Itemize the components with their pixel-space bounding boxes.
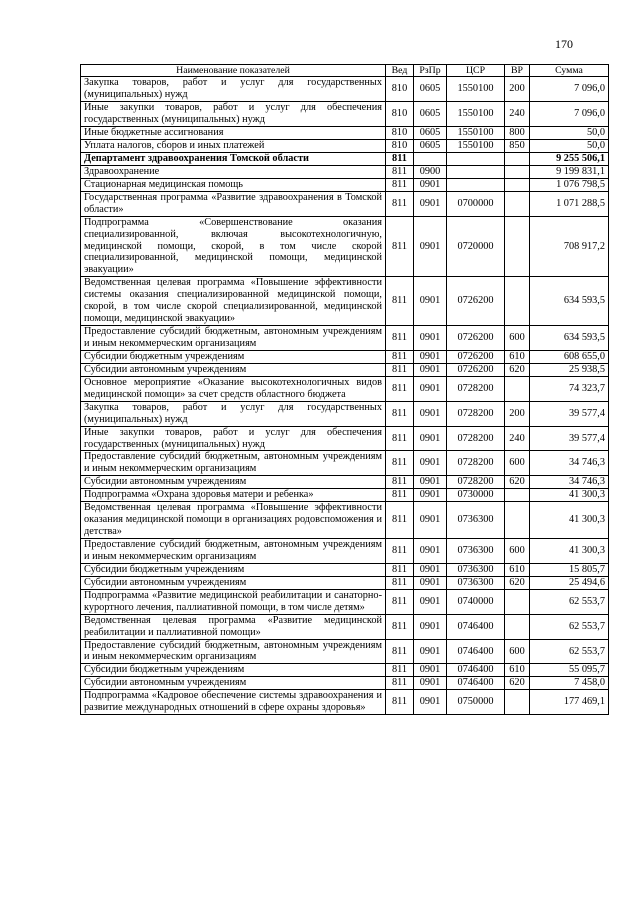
- row-vr-cell: 600: [505, 539, 530, 564]
- row-vr-cell: [505, 614, 530, 639]
- row-ved-cell: 811: [386, 216, 414, 277]
- row-rzpr-cell: 0901: [414, 502, 447, 539]
- row-csr-cell: [447, 152, 505, 165]
- row-csr-cell: 0720000: [447, 216, 505, 277]
- row-sum-cell: 62 553,7: [530, 589, 609, 614]
- row-rzpr-cell: 0901: [414, 178, 447, 191]
- row-ved-cell: 811: [386, 363, 414, 376]
- row-csr-cell: 0726200: [447, 350, 505, 363]
- column-header-rzpr: РзПр: [414, 65, 447, 77]
- row-sum-cell: 608 655,0: [530, 350, 609, 363]
- row-csr-cell: 1550100: [447, 77, 505, 102]
- row-vr-cell: [505, 191, 530, 216]
- row-name-cell: Государственная программа «Развитие здравоохранения в Томской области»: [81, 191, 386, 216]
- row-csr-cell: 0730000: [447, 489, 505, 502]
- row-rzpr-cell: 0901: [414, 563, 447, 576]
- row-ved-cell: 810: [386, 127, 414, 140]
- table-row: [81, 350, 609, 363]
- row-csr-cell: 0728200: [447, 401, 505, 426]
- table-row: [81, 165, 609, 178]
- row-name-cell: Подпрограмма «Совершенствование оказания специализированной, включая высокотехнологичную, медицинской помощи, скорой, в том числе скорой специализированной, медицинской помощи, медицинской эвакуации»: [81, 216, 386, 277]
- table-header-row: [81, 65, 609, 77]
- row-csr-cell: 0700000: [447, 191, 505, 216]
- row-rzpr-cell: 0901: [414, 191, 447, 216]
- row-ved-cell: 811: [386, 376, 414, 401]
- row-rzpr-cell: 0901: [414, 664, 447, 677]
- row-vr-cell: [505, 589, 530, 614]
- row-sum-cell: 9 199 831,1: [530, 165, 609, 178]
- row-vr-cell: [505, 152, 530, 165]
- row-vr-cell: 620: [505, 677, 530, 690]
- table-row: [81, 451, 609, 476]
- row-ved-cell: 811: [386, 476, 414, 489]
- row-ved-cell: 811: [386, 350, 414, 363]
- row-rzpr-cell: 0901: [414, 376, 447, 401]
- row-name-cell: Департамент здравоохранения Томской области: [81, 152, 386, 165]
- table-body: [81, 77, 609, 715]
- row-vr-cell: 200: [505, 401, 530, 426]
- table-row: [81, 178, 609, 191]
- row-csr-cell: 0728200: [447, 451, 505, 476]
- row-sum-cell: 39 577,4: [530, 401, 609, 426]
- table-row: [81, 426, 609, 451]
- row-sum-cell: 41 300,3: [530, 539, 609, 564]
- row-csr-cell: 0750000: [447, 690, 505, 715]
- row-sum-cell: 50,0: [530, 140, 609, 153]
- row-csr-cell: 0746400: [447, 664, 505, 677]
- row-name-cell: Иные закупки товаров, работ и услуг для обеспечения государственных (муниципальных) нужд: [81, 426, 386, 451]
- row-ved-cell: 811: [386, 191, 414, 216]
- row-name-cell: Субсидии автономным учреждениям: [81, 476, 386, 489]
- column-header-ved: Вед: [386, 65, 414, 77]
- row-csr-cell: 0746400: [447, 677, 505, 690]
- row-name-cell: Предоставление субсидий бюджетным, автономным учреждениям и иным некоммерческим организациям: [81, 639, 386, 664]
- row-name-cell: Субсидии автономным учреждениям: [81, 576, 386, 589]
- row-sum-cell: 15 805,7: [530, 563, 609, 576]
- row-csr-cell: 1550100: [447, 102, 505, 127]
- table-row: [81, 502, 609, 539]
- table-row: [81, 102, 609, 127]
- row-sum-cell: 177 469,1: [530, 690, 609, 715]
- row-ved-cell: 811: [386, 152, 414, 165]
- row-vr-cell: [505, 489, 530, 502]
- row-name-cell: Субсидии бюджетным учреждениям: [81, 350, 386, 363]
- row-vr-cell: [505, 277, 530, 326]
- row-sum-cell: 25 938,5: [530, 363, 609, 376]
- row-sum-cell: 7 458,0: [530, 677, 609, 690]
- row-ved-cell: 811: [386, 489, 414, 502]
- row-rzpr-cell: 0605: [414, 140, 447, 153]
- row-vr-cell: [505, 376, 530, 401]
- row-name-cell: Подпрограмма «Развитие медицинской реабилитации и санаторно-курортного лечения, паллиативной помощи, в том числе детям»: [81, 589, 386, 614]
- row-vr-cell: 200: [505, 77, 530, 102]
- table-row: [81, 140, 609, 153]
- row-rzpr-cell: 0901: [414, 489, 447, 502]
- row-csr-cell: 0726200: [447, 326, 505, 351]
- table-row: [81, 326, 609, 351]
- row-rzpr-cell: 0901: [414, 614, 447, 639]
- row-vr-cell: [505, 502, 530, 539]
- row-rzpr-cell: [414, 152, 447, 165]
- row-vr-cell: 600: [505, 326, 530, 351]
- row-name-cell: Закупка товаров, работ и услуг для государственных (муниципальных) нужд: [81, 401, 386, 426]
- row-ved-cell: 811: [386, 690, 414, 715]
- row-rzpr-cell: 0900: [414, 165, 447, 178]
- row-sum-cell: 55 095,7: [530, 664, 609, 677]
- row-name-cell: Субсидии бюджетным учреждениям: [81, 563, 386, 576]
- row-ved-cell: 810: [386, 77, 414, 102]
- row-name-cell: Подпрограмма «Охрана здоровья матери и ребенка»: [81, 489, 386, 502]
- row-csr-cell: 1550100: [447, 127, 505, 140]
- row-vr-cell: [505, 165, 530, 178]
- row-csr-cell: 0728200: [447, 426, 505, 451]
- row-ved-cell: 811: [386, 502, 414, 539]
- table-row: [81, 677, 609, 690]
- row-sum-cell: 62 553,7: [530, 639, 609, 664]
- row-ved-cell: 811: [386, 326, 414, 351]
- row-sum-cell: 634 593,5: [530, 326, 609, 351]
- row-sum-cell: 62 553,7: [530, 614, 609, 639]
- row-vr-cell: [505, 690, 530, 715]
- row-name-cell: Субсидии автономным учреждениям: [81, 677, 386, 690]
- row-vr-cell: 620: [505, 363, 530, 376]
- row-ved-cell: 811: [386, 451, 414, 476]
- row-name-cell: Субсидии бюджетным учреждениям: [81, 664, 386, 677]
- table-row: [81, 191, 609, 216]
- row-csr-cell: 0736300: [447, 502, 505, 539]
- row-ved-cell: 810: [386, 102, 414, 127]
- row-rzpr-cell: 0901: [414, 476, 447, 489]
- table-row: [81, 127, 609, 140]
- row-vr-cell: [505, 216, 530, 277]
- row-rzpr-cell: 0901: [414, 350, 447, 363]
- row-vr-cell: 850: [505, 140, 530, 153]
- budget-table: [80, 64, 609, 715]
- row-name-cell: Закупка товаров, работ и услуг для государственных (муниципальных) нужд: [81, 77, 386, 102]
- row-rzpr-cell: 0901: [414, 451, 447, 476]
- row-sum-cell: 25 494,6: [530, 576, 609, 589]
- row-ved-cell: 811: [386, 539, 414, 564]
- row-sum-cell: 34 746,3: [530, 476, 609, 489]
- table-row: [81, 277, 609, 326]
- row-sum-cell: 708 917,2: [530, 216, 609, 277]
- table-row: [81, 489, 609, 502]
- column-header-csr: ЦСР: [447, 65, 505, 77]
- row-csr-cell: [447, 165, 505, 178]
- table-row: [81, 664, 609, 677]
- row-vr-cell: 600: [505, 451, 530, 476]
- row-ved-cell: 811: [386, 639, 414, 664]
- row-vr-cell: 800: [505, 127, 530, 140]
- row-sum-cell: 41 300,3: [530, 502, 609, 539]
- row-rzpr-cell: 0901: [414, 426, 447, 451]
- table-row: [81, 152, 609, 165]
- table-row: [81, 363, 609, 376]
- row-rzpr-cell: 0901: [414, 677, 447, 690]
- row-rzpr-cell: 0901: [414, 401, 447, 426]
- row-ved-cell: 811: [386, 277, 414, 326]
- table-row: [81, 539, 609, 564]
- table-row: [81, 614, 609, 639]
- row-rzpr-cell: 0605: [414, 77, 447, 102]
- row-csr-cell: 1550100: [447, 140, 505, 153]
- row-vr-cell: 610: [505, 664, 530, 677]
- table-row: [81, 690, 609, 715]
- row-sum-cell: 41 300,3: [530, 489, 609, 502]
- row-csr-cell: 0728200: [447, 476, 505, 489]
- row-sum-cell: 1 076 798,5: [530, 178, 609, 191]
- row-name-cell: Ведомственная целевая программа «Повышение эффективности оказания медицинской помощи в организациях родовспоможения и детства»: [81, 502, 386, 539]
- row-name-cell: Ведомственная целевая программа «Повышение эффективности системы оказания специализированной медицинской помощи, скорой, в том числе скорой специализированной, медицинской помощи, медицинской эвакуации»: [81, 277, 386, 326]
- row-sum-cell: 7 096,0: [530, 102, 609, 127]
- row-ved-cell: 811: [386, 401, 414, 426]
- row-ved-cell: 811: [386, 664, 414, 677]
- row-rzpr-cell: 0901: [414, 576, 447, 589]
- row-sum-cell: 74 323,7: [530, 376, 609, 401]
- row-vr-cell: 240: [505, 102, 530, 127]
- row-name-cell: Предоставление субсидий бюджетным, автономным учреждениям и иным некоммерческим организациям: [81, 326, 386, 351]
- row-vr-cell: 620: [505, 576, 530, 589]
- row-vr-cell: 240: [505, 426, 530, 451]
- row-sum-cell: 50,0: [530, 127, 609, 140]
- row-csr-cell: 0726200: [447, 363, 505, 376]
- row-name-cell: Иные бюджетные ассигнования: [81, 127, 386, 140]
- row-csr-cell: 0746400: [447, 639, 505, 664]
- table-row: [81, 589, 609, 614]
- row-name-cell: Основное мероприятие «Оказание высокотехнологичных видов медицинской помощи» за счет средств областного бюджета: [81, 376, 386, 401]
- row-name-cell: Субсидии автономным учреждениям: [81, 363, 386, 376]
- row-name-cell: Предоставление субсидий бюджетным, автономным учреждениям и иным некоммерческим организациям: [81, 451, 386, 476]
- row-ved-cell: 811: [386, 178, 414, 191]
- row-sum-cell: 9 255 506,1: [530, 152, 609, 165]
- row-rzpr-cell: 0901: [414, 363, 447, 376]
- row-rzpr-cell: 0605: [414, 127, 447, 140]
- table-row: [81, 563, 609, 576]
- row-name-cell: Стационарная медицинская помощь: [81, 178, 386, 191]
- row-rzpr-cell: 0901: [414, 589, 447, 614]
- table-row: [81, 401, 609, 426]
- row-name-cell: Подпрограмма «Кадровое обеспечение системы здравоохранения и развитие международных отношений в сфере охраны здоровья»: [81, 690, 386, 715]
- row-ved-cell: 811: [386, 677, 414, 690]
- table-row: [81, 77, 609, 102]
- row-csr-cell: 0736300: [447, 539, 505, 564]
- row-rzpr-cell: 0901: [414, 639, 447, 664]
- row-ved-cell: 811: [386, 165, 414, 178]
- row-csr-cell: 0736300: [447, 576, 505, 589]
- column-header-sum: Сумма: [530, 65, 609, 77]
- row-sum-cell: 1 071 288,5: [530, 191, 609, 216]
- row-name-cell: Ведомственная целевая программа «Развитие медицинской реабилитации и паллиативной помощи»: [81, 614, 386, 639]
- row-vr-cell: 610: [505, 350, 530, 363]
- column-header-vr: ВР: [505, 65, 530, 77]
- row-name-cell: Иные закупки товаров, работ и услуг для обеспечения государственных (муниципальных) нужд: [81, 102, 386, 127]
- row-rzpr-cell: 0901: [414, 326, 447, 351]
- row-name-cell: Здравоохранение: [81, 165, 386, 178]
- row-rzpr-cell: 0901: [414, 216, 447, 277]
- row-sum-cell: 34 746,3: [530, 451, 609, 476]
- row-rzpr-cell: 0605: [414, 102, 447, 127]
- row-ved-cell: 810: [386, 140, 414, 153]
- table-row: [81, 216, 609, 277]
- row-ved-cell: 811: [386, 563, 414, 576]
- row-rzpr-cell: 0901: [414, 690, 447, 715]
- row-vr-cell: [505, 178, 530, 191]
- row-rzpr-cell: 0901: [414, 539, 447, 564]
- column-header-name: Наименование показателей: [81, 65, 386, 77]
- row-csr-cell: 0746400: [447, 614, 505, 639]
- row-csr-cell: 0740000: [447, 589, 505, 614]
- row-ved-cell: 811: [386, 576, 414, 589]
- row-sum-cell: 7 096,0: [530, 77, 609, 102]
- row-csr-cell: [447, 178, 505, 191]
- row-csr-cell: 0728200: [447, 376, 505, 401]
- table-row: [81, 639, 609, 664]
- table-row: [81, 376, 609, 401]
- row-ved-cell: 811: [386, 426, 414, 451]
- row-rzpr-cell: 0901: [414, 277, 447, 326]
- row-ved-cell: 811: [386, 589, 414, 614]
- page-number: 170: [555, 37, 573, 51]
- table-row: [81, 576, 609, 589]
- row-csr-cell: 0736300: [447, 563, 505, 576]
- row-sum-cell: 634 593,5: [530, 277, 609, 326]
- table-row: [81, 476, 609, 489]
- row-csr-cell: 0726200: [447, 277, 505, 326]
- row-ved-cell: 811: [386, 614, 414, 639]
- row-vr-cell: 620: [505, 476, 530, 489]
- row-name-cell: Предоставление субсидий бюджетным, автономным учреждениям и иным некоммерческим организациям: [81, 539, 386, 564]
- row-name-cell: Уплата налогов, сборов и иных платежей: [81, 140, 386, 153]
- row-vr-cell: 610: [505, 563, 530, 576]
- row-vr-cell: 600: [505, 639, 530, 664]
- row-sum-cell: 39 577,4: [530, 426, 609, 451]
